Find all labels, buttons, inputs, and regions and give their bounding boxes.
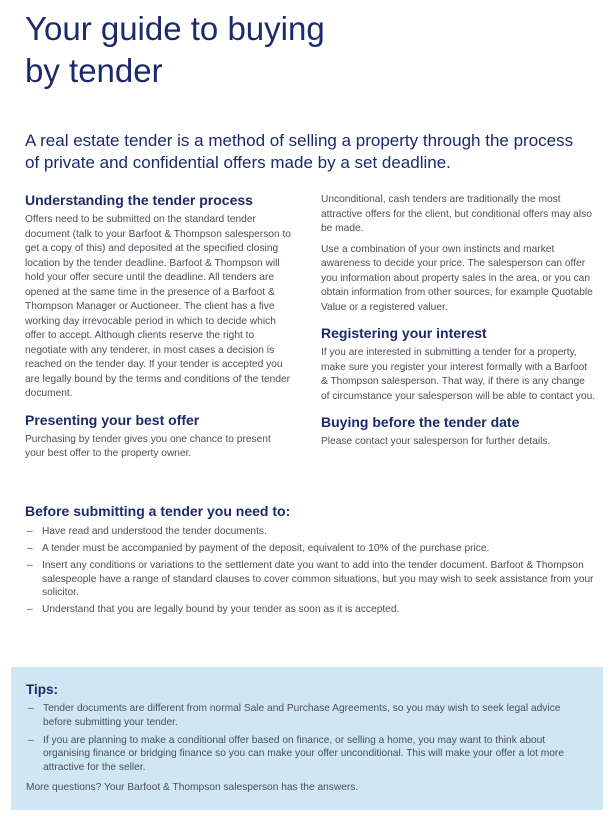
tips-box	[11, 667, 603, 810]
page-title-line-2: by tender	[25, 52, 163, 89]
tips-heading: Tips:	[26, 682, 59, 697]
right-column	[321, 193, 596, 450]
unconditional-paragraph: Unconditional, cash tenders are traditionally the most attractive offers for the client, but conditional offers may also be made.	[321, 194, 592, 234]
page-title-line-1: Your guide to buying	[25, 10, 325, 47]
list-item: – Have read and understood the tender documents.	[25, 525, 595, 539]
tips-list	[26, 702, 589, 775]
list-item: – Understand that you are legally bound by your tender as soon as it is accepted.	[25, 603, 595, 617]
best-offer-heading: Presenting your best offer	[25, 411, 200, 428]
before-submitting-list	[25, 525, 595, 617]
buying-before-body: Please contact your salesperson for further details.	[321, 436, 551, 447]
page-title	[25, 8, 585, 92]
registering-body: If you are interested in submitting a tender for a property, make sure you register your interest formally with a Barfoot & Thompson salesperson. That way, if there is any change of circumstance your salesperson will be able to contact you.	[321, 347, 596, 402]
intro-paragraph: A real estate tender is a method of selling a property through the process of private and confidential offers made by a set deadline.	[25, 131, 574, 172]
left-column	[25, 192, 293, 462]
best-offer-body: Purchasing by tender gives you one chance to present your best offer to the property owner.	[25, 433, 271, 459]
list-item: – If you are planning to make a conditional offer based on finance, or selling a home, you may want to think about organising finance or bridging finance so you can make your offer unconditional. This will make your offer a lot more attractive for the seller.	[26, 734, 589, 775]
tips-closing: More questions? Your Barfoot & Thompson salesperson has the answers.	[26, 781, 359, 793]
list-item: – Insert any conditions or variations to the settlement date you want to add into the tender document. Barfoot & Thompson salespeople have a range of standard clauses to cover common situations, but you may wish to seek assistance from your solicitor.	[25, 559, 595, 600]
registering-heading: Registering your interest	[321, 325, 487, 341]
understanding-heading: Understanding the tender process	[25, 192, 253, 208]
buying-before-heading: Buying before the tender date	[321, 414, 520, 430]
understanding-body: Offers need to be submitted on the standard tender document (talk to your Barfoot & Thompson salesperson to get a copy of this) and deposited at the specified closing location by the tender deadline. Barfoot & Thompson will hold your offer secure until the deadline. All tenders are opened at the same time in the presence of a Barfoot & Thompson Manager or Auctioneer. The client has a five working day irrevocable period in which to decide which offer to accept. Although clients reserve the right to negotiate with any tenderer, in most cases a decision is reached on the tender day. If your tender is accepted you are legally bound by the terms and conditions of the tender document.	[25, 214, 291, 399]
before-submitting-section	[25, 503, 595, 621]
before-submitting-heading: Before submitting a tender you need to:	[25, 503, 291, 519]
price-paragraph: Use a combination of your own instincts and market awareness to decide your price. The salesperson can offer you information about property sales in the area, or you can obtain information from other sources, for example Quotable Value or a registered valuer.	[321, 243, 593, 313]
list-item: – Tender documents are different from normal Sale and Purchase Agreements, so you may wish to seek legal advice before submitting your tender.	[26, 702, 589, 730]
list-item: – A tender must be accompanied by payment of the deposit, equivalent to 10% of the purchase price.	[25, 542, 595, 556]
